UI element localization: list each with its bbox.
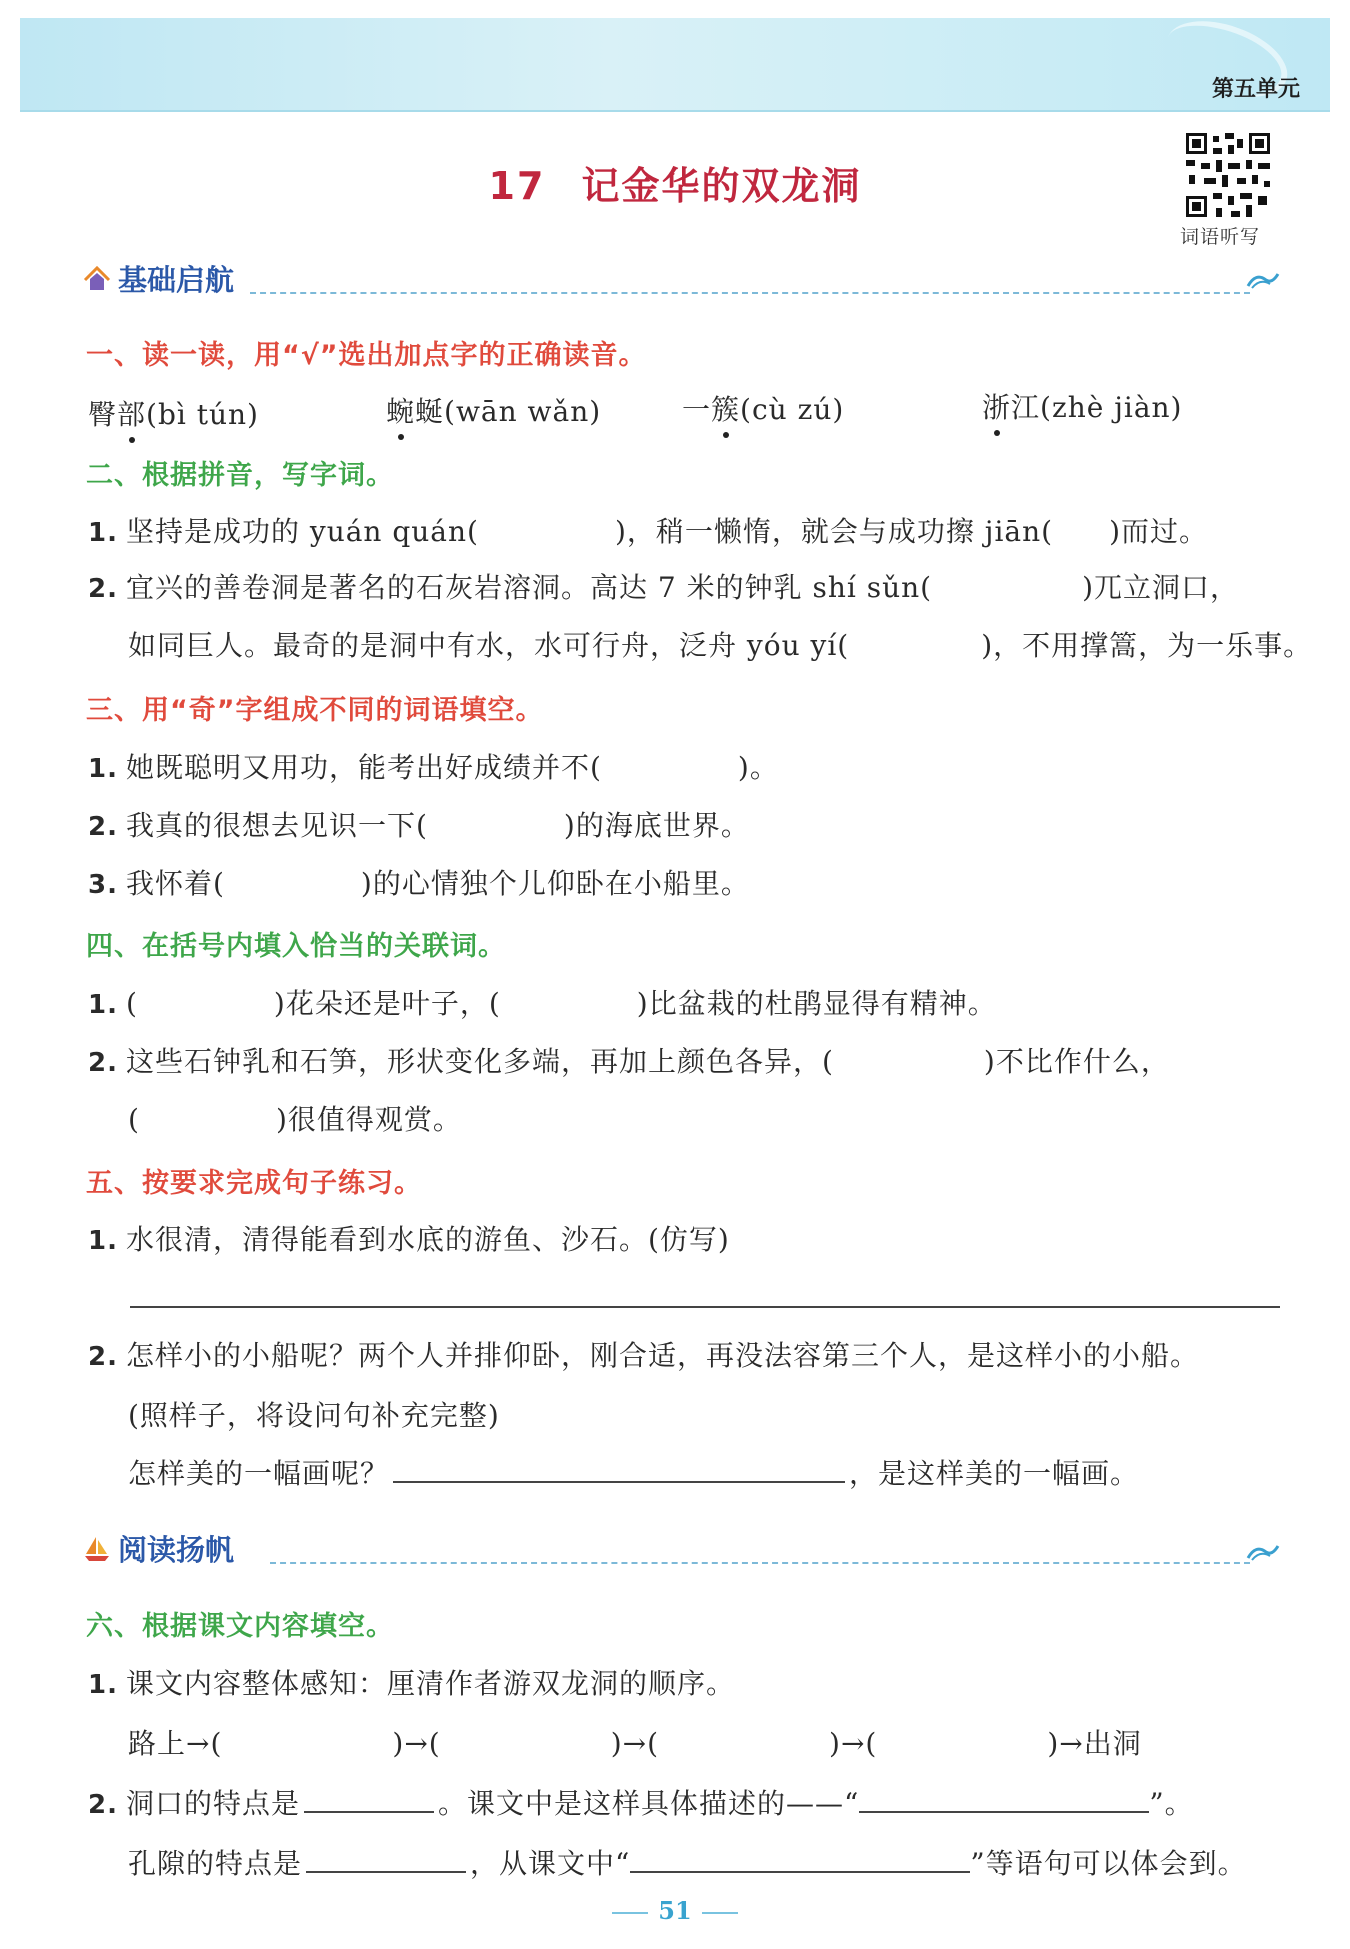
page-number <box>0 1896 1350 1925</box>
section-basic-title: 基础启航 <box>118 263 235 297</box>
lesson-number: 17 <box>488 164 546 208</box>
q4-line-3: ( )很值得观赏。 <box>128 1103 462 1136</box>
q2-line-3: 如同巨人。最奇的是洞中有水，水可行舟，泛舟 yóu yí( )，不用撑篙，为一乐事。 <box>128 629 1313 662</box>
q4-line-1: 1. ( )花朵还是叶子，( )比盆栽的杜鹃显得有精神。 <box>88 987 997 1020</box>
q2-heading: 二、根据拼音，写字词。 <box>86 460 394 491</box>
q3-line-1: 1. 她既聪明又用功，能考出好成绩并不( )。 <box>88 751 779 784</box>
q3-heading: 三、用“奇”字组成不同的词语填空。 <box>86 695 544 726</box>
section-basic-header <box>82 258 234 299</box>
answer-line[interactable] <box>130 1306 1280 1308</box>
q6-heading: 六、根据课文内容填空。 <box>86 1611 394 1642</box>
q1-heading: 一、读一读，用“√”选出加点字的正确读音。 <box>86 340 647 371</box>
wave-icon <box>1246 1542 1280 1562</box>
q5-heading: 五、按要求完成句子练习。 <box>86 1168 422 1199</box>
page-rule <box>702 1912 738 1914</box>
answer-blank[interactable] <box>859 1785 1149 1813</box>
q4-heading: 四、在括号内填入恰当的关联词。 <box>86 931 506 962</box>
q1-item-3: 一簇(cù zú) <box>682 393 845 426</box>
answer-blank[interactable] <box>393 1455 845 1483</box>
q1-item-2: 蜿蜒(wān wǎn) <box>386 395 602 428</box>
q3-line-2: 2. 我真的很想去见识一下( )的海底世界。 <box>88 809 750 842</box>
q2-line-2: 2. 宜兴的善卷洞是著名的石灰岩溶洞。高达 7 米的钟乳 shí sǔn( )兀立洞口， <box>88 571 1240 604</box>
answer-blank[interactable] <box>306 1845 466 1873</box>
q1-item-4: 浙江(zhè jiàn) <box>982 391 1183 424</box>
section-reading-header <box>82 1528 234 1569</box>
q1-item-1: 臀部(bì tún) <box>88 398 259 431</box>
section-divider <box>250 292 1250 294</box>
page-number-text: 51 <box>658 1896 692 1925</box>
section-reading-title: 阅读扬帆 <box>118 1533 235 1567</box>
q3-line-3: 3. 我怀着( )的心情独个儿仰卧在小船里。 <box>88 867 750 900</box>
q2-line-1: 1. 坚持是成功的 yuán quán( )，稍一懒惰，就会与成功擦 jiān( )而过。 <box>88 515 1209 548</box>
q6-line-3: 2. 洞口的特点是 。课文中是这样具体描述的——“ ”。 <box>88 1787 1194 1820</box>
top-banner <box>20 18 1330 112</box>
q6-line-2: 路上→( )→( )→( )→( )→出洞 <box>128 1727 1142 1760</box>
q4-line-2: 2. 这些石钟乳和石笋，形状变化多端，再加上颜色各异，( )不比作什么， <box>88 1045 1170 1078</box>
q5-line-4: 怎样美的一幅画呢？ ，是这样美的一幅画。 <box>128 1457 1140 1490</box>
answer-blank[interactable] <box>304 1785 434 1813</box>
q6-line-1: 1. 课文内容整体感知：厘清作者游双龙洞的顺序。 <box>88 1667 735 1700</box>
qr-label: 词语听写 <box>1180 226 1261 248</box>
q6-line-4: 孔隙的特点是 ，从课文中“ ”等语句可以体会到。 <box>128 1847 1247 1880</box>
lesson-title <box>0 155 1350 210</box>
q5-line-3: (照样子，将设问句补充完整) <box>128 1399 500 1432</box>
lesson-name: 记金华的双龙洞 <box>581 164 862 208</box>
house-icon <box>82 264 112 294</box>
sailboat-icon <box>82 1534 112 1564</box>
section-divider <box>270 1562 1250 1564</box>
page-rule <box>612 1912 648 1914</box>
q5-line-2: 2. 怎样小的小船呢？两个人并排仰卧，刚合适，再没法容第三个人，是这样小的小船。 <box>88 1339 1199 1372</box>
q5-line-1: 1. 水很清，清得能看到水底的游鱼、沙石。(仿写) <box>88 1223 730 1256</box>
wave-icon <box>1246 270 1280 290</box>
answer-blank[interactable] <box>630 1845 970 1873</box>
unit-label: 第五单元 <box>1211 77 1300 102</box>
